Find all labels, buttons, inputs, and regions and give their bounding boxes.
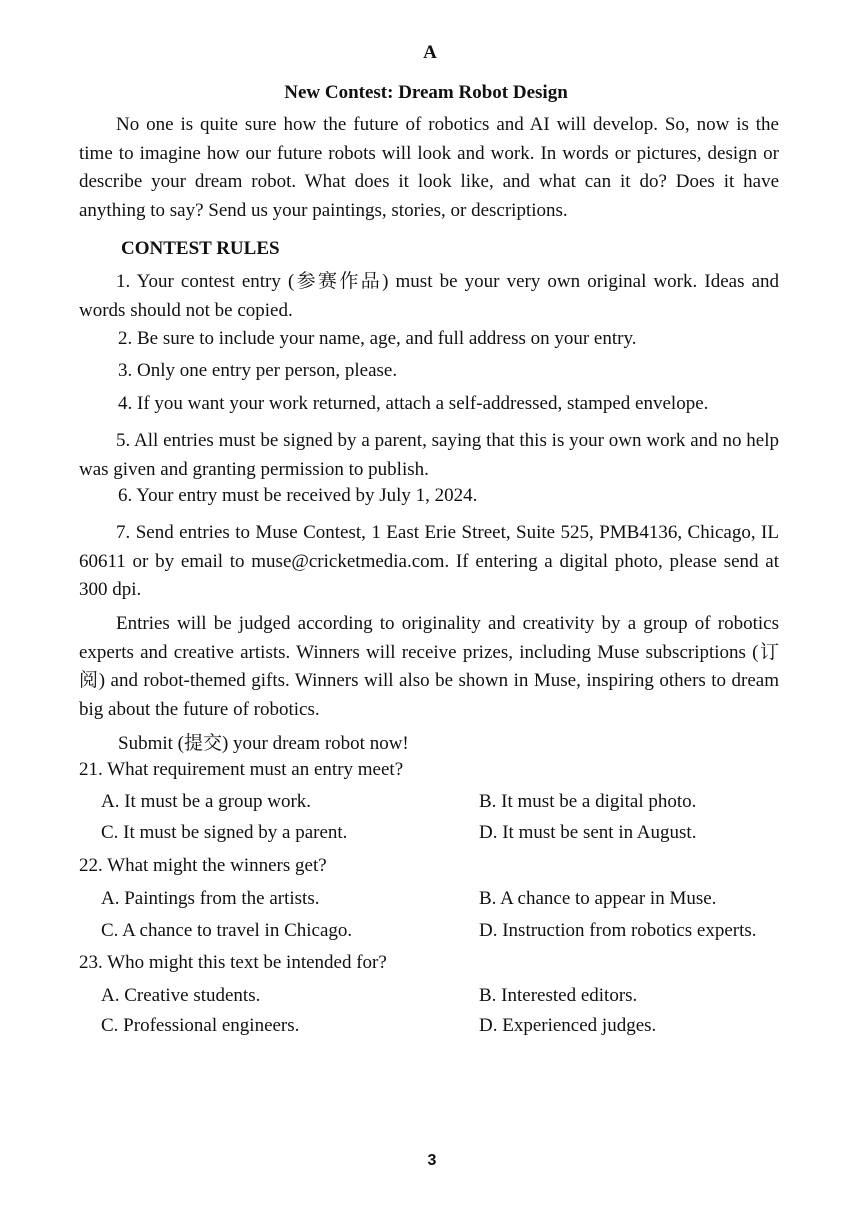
rule-1: 1. Your contest entry (参赛作品) must be your very own original work. Ideas and words should not be copied. (79, 271, 779, 321)
rule-4: 4. If you want your work returned, attach a self-addressed, stamped envelope. (118, 393, 709, 414)
rules-heading: CONTEST RULES (121, 238, 280, 259)
question-22-option-c: C. A chance to travel in Chicago. (101, 920, 353, 941)
rule-2: 2. Be sure to include your name, age, and full address on your entry. (118, 328, 637, 349)
intro-paragraph: No one is quite sure how the future of robotics and AI will develop. So, now is the time to imagine how our future robots will look and work. In words or pictures, design or describe your dream robot. What does it look like, and what can it do? Does it have anything to say? Send us your paintings, stories, or descriptions. (79, 114, 779, 221)
question-21-option-c: C. It must be signed by a parent. (101, 822, 348, 843)
question-22-option-b: B. A chance to appear in Muse. (479, 888, 717, 909)
question-23-option-a: A. Creative students. (101, 985, 261, 1006)
question-22-option-a: A. Paintings from the artists. (101, 888, 320, 909)
rule-5: 5. All entries must be signed by a parent, saying that this is your own work and no help was given and granting permission to publish. (79, 430, 779, 480)
question-23-option-b: B. Interested editors. (479, 985, 638, 1006)
passage-title: New Contest: Dream Robot Design (284, 82, 568, 103)
question-21-option-a: A. It must be a group work. (101, 791, 312, 812)
question-22-stem: 22. What might the winners get? (79, 855, 327, 876)
judging-paragraph: Entries will be judged according to originality and creativity by a group of robotics experts and creative artists. Winners will receive prizes, including Muse subscriptions (订阅) and robot-themed gifts. Winners will also be shown in Muse, inspiring others to dream big about the future of robotics. (79, 613, 779, 720)
rule-3: 3. Only one entry per person, please. (118, 360, 398, 381)
question-23-option-d: D. Experienced judges. (479, 1015, 657, 1036)
page-number: 3 (427, 1152, 437, 1169)
question-22-option-d: D. Instruction from robotics experts. (479, 920, 757, 941)
question-21-stem: 21. What requirement must an entry meet? (79, 759, 404, 780)
question-21-option-b: B. It must be a digital photo. (479, 791, 697, 812)
rule-7: 7. Send entries to Muse Contest, 1 East Erie Street, Suite 525, PMB4136, Chicago, IL 60611 or by email to muse@cricketmedia.com. If entering a digital photo, please send at 300 dpi. (79, 522, 779, 600)
question-23-stem: 23. Who might this text be intended for? (79, 952, 387, 973)
question-21-option-d: D. It must be sent in August. (479, 822, 697, 843)
rule-6: 6. Your entry must be received by July 1, 2024. (118, 485, 478, 506)
question-23-option-c: C. Professional engineers. (101, 1015, 300, 1036)
section-letter: A (423, 42, 437, 63)
submit-line: Submit (提交) your dream robot now! (118, 733, 409, 754)
